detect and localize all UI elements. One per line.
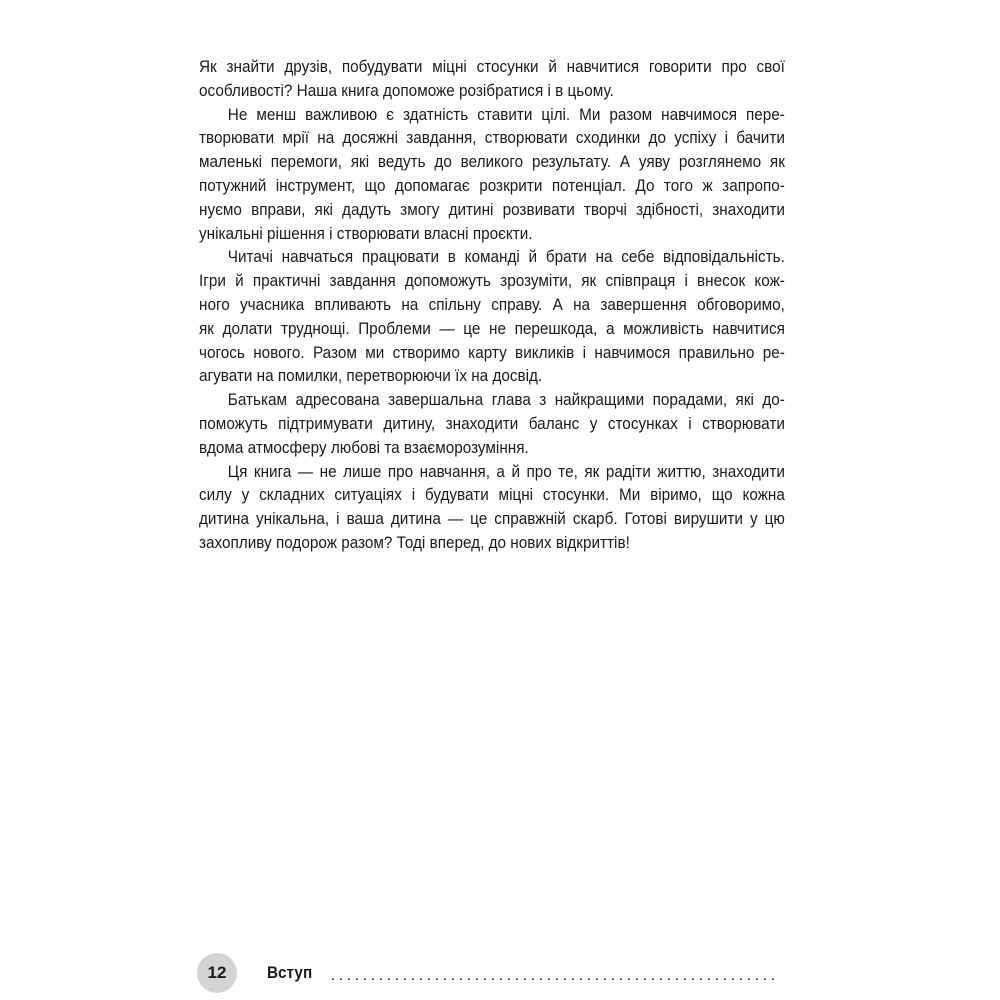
- body-text: [199, 55, 785, 555]
- text-line: творювати мрії на досяжні завдання, створювати сходинки до успіху і бачити: [199, 128, 785, 148]
- dotted-leader: [329, 978, 779, 980]
- text-line: Ігри й практичні завдання допоможуть зрозуміти, як співпраця і внесок кож-: [199, 271, 785, 291]
- text-line: як долати труднощі. Проблеми — це не перешкода, а можливість навчитися: [199, 318, 785, 338]
- text-line: унікальні рішення і створювати власні проєкти.: [199, 223, 533, 243]
- text-line: Ця книга — не лише про навчання, а й про те, як радіти життю, знаходити: [227, 461, 785, 481]
- text-line: маленькі перемоги, які ведуть до великого результату. А уяву розглянемо як: [199, 152, 785, 172]
- page-number: 12: [207, 963, 227, 982]
- text-line: Не менш важливою є здатність ставити цілі. Ми разом навчимося пере-: [227, 104, 785, 124]
- text-line: Як знайти друзів, побудувати міцні стосунки й навчитися говорити про свої: [199, 57, 785, 76]
- text-line: особливості? Наша книга допоможе розібратися і в цьому.: [199, 80, 614, 100]
- text-line: агувати на помилки, перетворюючи їх на досвід.: [199, 366, 543, 386]
- text-line: ного учасника впливають на спільну справу. А на завершення обговоримо,: [199, 294, 785, 314]
- text-line: нуємо вправи, які дадуть змогу дитині розвивати творчі здібності, знаходити: [199, 199, 785, 219]
- text-line: поможуть підтримувати дитину, знаходити баланс у стосунках і створювати: [199, 413, 785, 433]
- text-line: вдома атмосферу любові та взаєморозуміння.: [199, 437, 529, 457]
- text-line: потужний інструмент, що допомагає розкрити потенціал. До того ж запропо-: [199, 175, 785, 195]
- page-footer: [197, 953, 787, 993]
- section-title: Вступ: [267, 963, 313, 982]
- text-line: дитина унікальна, і ваша дитина — це справжній скарб. Готові вирушити у цю: [199, 509, 785, 529]
- page-number-badge: [197, 953, 237, 993]
- text-line: Батькам адресована завершальна глава з найкращими порадами, які до-: [227, 390, 785, 410]
- text-line: захопливу подорож разом? Тоді вперед, до нових відкриттів!: [199, 532, 630, 552]
- text-line: чогось нового. Разом ми створимо карту викликів і навчимося правильно ре-: [199, 342, 785, 362]
- text-line: Читачі навчаться працювати в команді й брати на себе відповідальність.: [227, 247, 785, 267]
- text-line: силу у складних ситуаціях і будувати міцні стосунки. Ми віримо, що кожна: [199, 485, 785, 505]
